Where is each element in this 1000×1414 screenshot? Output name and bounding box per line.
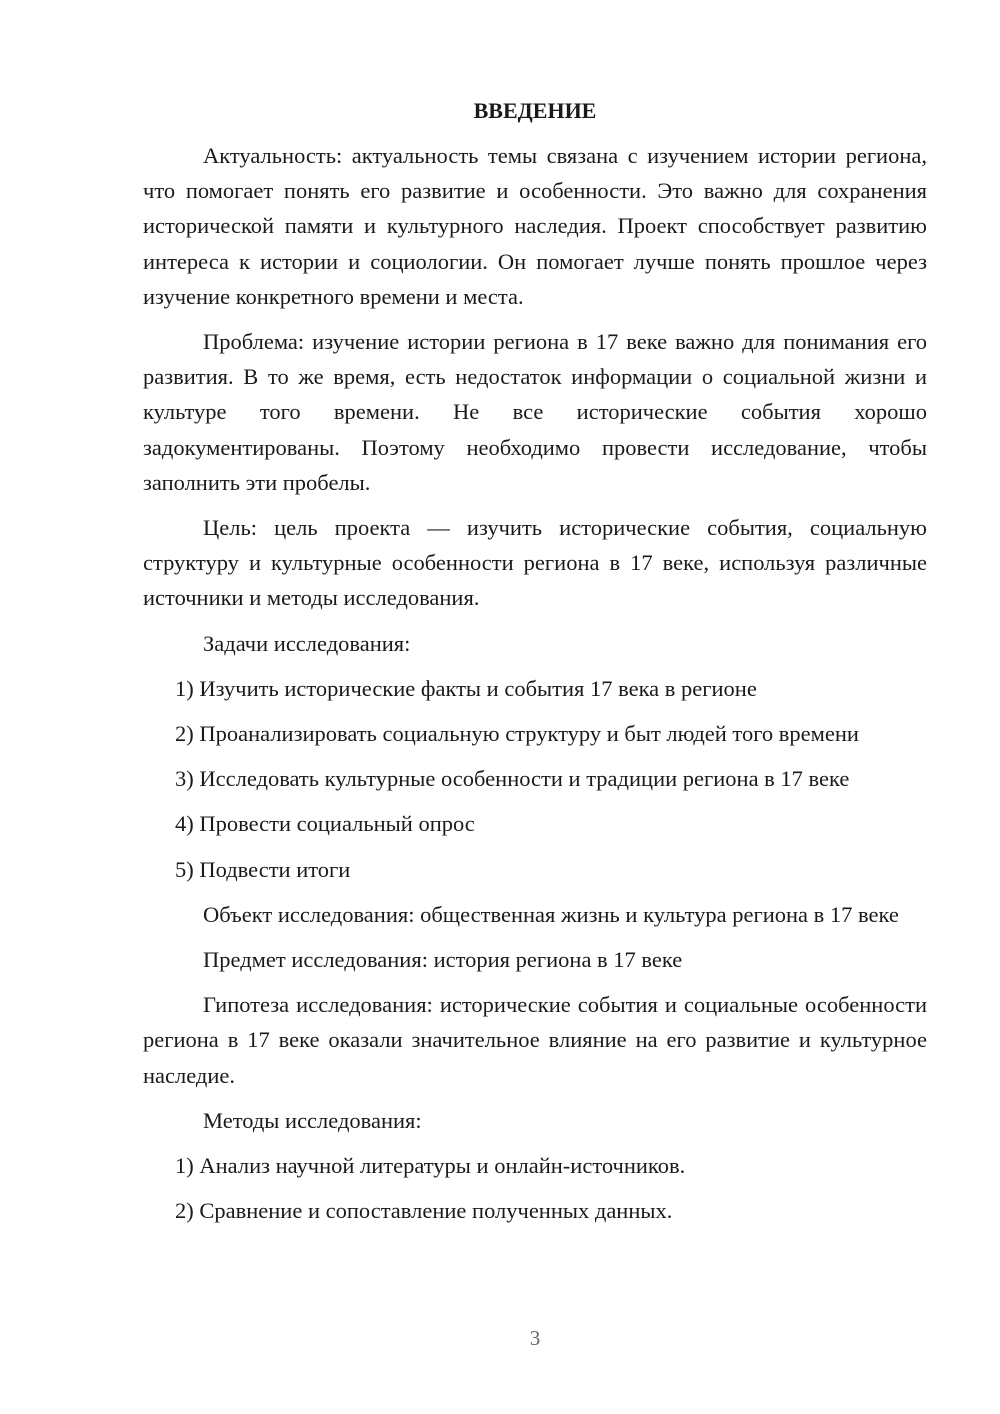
problem-paragraph: Проблема: изучение истории региона в 17 веке важно для понимания его развития. В то же время, есть недостаток информации о социальной жизни и культуре того времени. Не все исторические события хорошо задокументированы. Поэтому необходимо провести исследование, чтобы заполнить эти пробелы. <box>143 329 927 495</box>
hypothesis-paragraph: Гипотеза исследования: исторические события и социальные особенности региона в 17 веке оказали значительное влияние на его развитие и культурное наследие. <box>143 992 927 1088</box>
section-title: ВВЕДЕНИЕ <box>473 98 597 123</box>
methods-heading: Методы исследования: <box>203 1107 422 1133</box>
object-paragraph: Объект исследования: общественная жизнь и культура региона в 17 веке <box>203 901 899 927</box>
task-item: 4) Провести социальный опрос <box>175 811 475 837</box>
document-body <box>143 93 927 1238</box>
method-item: 1) Анализ научной литературы и онлайн-источников. <box>175 1153 686 1179</box>
method-item: 2) Сравнение и сопоставление полученных данных. <box>175 1198 673 1224</box>
task-item: 3) Исследовать культурные особенности и традиции региона в 17 веке <box>175 766 850 792</box>
relevance-paragraph: Актуальность: актуальность темы связана с изучением истории региона, что помогает понять его развитие и особенности. Это важно для сохранения исторической памяти и культурного наследия. Проект способствует развитию интереса к истории и социологии. Он помогает лучше понять прошлое через изучение конкретного времени и места. <box>143 143 927 309</box>
task-item: 5) Подвести итоги <box>175 856 351 882</box>
task-item: 2) Проанализировать социальную структуру и быт людей того времени <box>175 721 859 747</box>
subject-paragraph: Предмет исследования: история региона в 17 веке <box>203 947 683 973</box>
goal-paragraph: Цель: цель проекта — изучить исторические события, социальную структуру и культурные особенности региона в 17 веке, используя различные источники и методы исследования. <box>143 515 927 611</box>
task-item: 1) Изучить исторические факты и события 17 века в регионе <box>175 675 757 701</box>
page-number: 3 <box>529 1326 541 1350</box>
tasks-heading: Задачи исследования: <box>203 630 411 656</box>
